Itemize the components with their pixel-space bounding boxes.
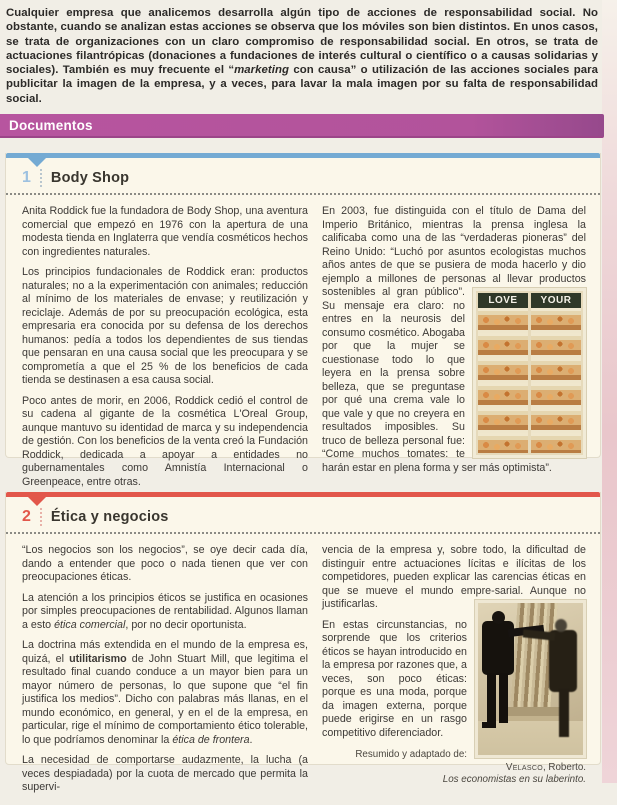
doc2-p3-text: La doctrina más extendida en el mundo de la empresa es, quizá, el [22, 639, 308, 665]
doc1-right-text-part1: En 2003, fue distinguida con el título de Dama del Imperio Británico, mientras la prensa inglesa la calificaba como una de las “verdaderas pioneras” del Reino Unido: “Luchó por asuntos ecologistas muchos años antes de que se pusiera de moda hacerlo y dio ejemplo a millones de personas al llevar [322, 205, 586, 285]
doc2-right-column [322, 544, 586, 795]
doc1-paragraph: Poco antes de morir, en 2006, Roddick cedió el control de su cadena al gigante de la cosmética L'Oreal Group, aunque mantuvo su identidad de marca y su independencia de gestión. Con los beneficios de la venta creó la Fundación Roddick, dedicada a apoyar a entidades no gubernamentales como Amnistía Internacional o Greenpeace, entre otras. [22, 394, 308, 488]
doc2-accent-triangle-icon [28, 497, 46, 506]
doc2-left-column [22, 544, 308, 795]
store-shelf-right [531, 293, 581, 453]
utilitarismo-bold: utilitarismo [69, 652, 127, 665]
doc1-paragraph: Anita Roddick fue la fundadora de Body Shop, una aventura comercial que empezó en 1976 con la apertura de una modesta tienda en Inglaterra que vendía cosméticos hechos con ingredientes naturales. [22, 205, 308, 258]
doc1-title: Body Shop [50, 170, 130, 186]
credit-line-source: Resumido y adaptado de: [355, 749, 467, 760]
shelf-products-right [531, 308, 581, 453]
figure-left-leg [487, 673, 496, 725]
document-box-body-shop [5, 153, 601, 488]
figure-left-head [492, 611, 505, 624]
section-banner-documentos [0, 114, 604, 138]
credit-line-author [322, 762, 586, 775]
intro-text-part2: con causa” o utilización de las acciones sociales para publicitar la imagen de la empresa, y a veces, para lavar la mala imagen por su falta de responsabilidad social. [6, 64, 598, 105]
shelf-products-left [478, 308, 528, 453]
doc2-right-text-part2: sarial. Aunque no justificarlas. [322, 584, 586, 610]
doc2-top-accent-bar [6, 492, 600, 497]
intro-paragraph [6, 6, 598, 106]
doc1-paragraph: Los principios fundacionales de Roddick eran: productos naturales; no a la experimentación con animales; reducción al mínimo de los materiales de envase; y reutilización y reciclaje. Además de por su preocupación ecológica, esta empresaria era conocida por su defensa de los derechos humanos: pedía a todos los dependientes de sus tiendas que pensaran en una causa social que les preocupara y se comprometía a que el 25 % de los beneficios de cada tienda se destinasen a esa causa social. [22, 266, 308, 386]
credit-author-surname: Velasco [505, 761, 543, 773]
intro-marketing-italic: marketing [234, 64, 289, 77]
doc2-title: Ética y negocios [50, 509, 169, 525]
doc2-right-paragraph2: En estas circunstancias, no sorprende que los criterios éticos se hayan introducido en la empresa por razones que, a veces, son poco éticas: porque es una moda, porque da imagen externa, porque puede erigirse en un rasgo competitivo diferenciador. [322, 618, 467, 739]
doc1-right-column [322, 205, 586, 489]
doc2-paragraph [22, 639, 308, 747]
store-shelf-left [478, 293, 528, 453]
your-sign: YOUR [531, 293, 581, 308]
body-shop-store-photo [473, 288, 586, 458]
doc2-paragraph: La necesidad de comportarse audazmente, la lucha (a veces despiadada) por la cuota de mercado que permita la supervi- [22, 754, 308, 793]
doc1-top-accent-bar [6, 153, 600, 158]
etica-comercial-italic: ética comercial [54, 618, 126, 631]
doc2-right-paragraph [322, 544, 586, 612]
doc1-right-paragraph [322, 205, 586, 475]
doc1-number: 1 [22, 169, 31, 186]
doc1-left-column [22, 205, 308, 489]
doc1-header [6, 153, 600, 191]
section-banner-label: Documentos [9, 118, 93, 133]
credit-work-title: Los economistas en su laberinto. [442, 774, 586, 785]
doc1-accent-triangle-icon [28, 158, 46, 167]
love-sign: LOVE [478, 293, 528, 308]
doc2-number: 2 [22, 508, 31, 525]
handshake-pillar-photo [475, 600, 586, 758]
document-box-etica-negocios [5, 492, 601, 793]
doc2-header-divider [40, 508, 42, 526]
doc1-columns [6, 195, 600, 499]
doc2-header [6, 492, 600, 530]
doc2-p2-text: La atención a los principios éticos se justifica en ocasiones por simples preocupaciones de rentabilidad. Algunos llaman a esto [22, 591, 308, 631]
figure-right-head [555, 619, 567, 632]
doc2-p3-text-mid: de John Stuart Mill, que legitima el resultado final cuando conduce a un mayor bien para un mayor número de personas, lo que supone que “el fin justifica los medios”. Dicho con palabras más llanas, en el mundo económico, en general, y en el de la empresa, en particular, rige el mínimo de comportamiento ético tolerable, lo que podríamos denominar la [22, 652, 308, 746]
doc1-right-text-part2: productos sostenibles al gran público”. Su mensaje era claro: no entres en la neurosis del consumo cosmético. Abogaba por que la mujer se cuestionase todo lo que leyera en la prensa sobre belleza, que se preguntase por qué una crema vale lo que vale y que no creyera en resultados imposibles. Su truco de belleza personal fue: “Come muchos tomates: te harán estar en plena forma y ser más optimista”. [322, 272, 586, 474]
doc2-columns [6, 534, 600, 805]
doc1-header-divider [40, 169, 42, 187]
doc2-p2-text-end: , por no decir oportunista. [125, 618, 247, 631]
intro-text-part1: Cualquier empresa que analicemos desarrolla algún tipo de acciones de responsabilidad social. No obstante, cuando se analizan estas acciones se observa que los móviles son bien distintos. En unos casos, se trata de organizaciones con un claro compromiso de responsabilidad social. En otros, se trata de actuaciones filantrópicas (donaciones a fundaciones de interés cultural o científico o a causas solidarias y sociales). También es muy frecuente el “ [6, 7, 598, 77]
credit-author-firstname: , Roberto. [542, 761, 586, 773]
figure-left-leg [499, 673, 508, 723]
doc2-p3-text-end: . [249, 733, 253, 746]
figure-left-foot [482, 722, 496, 728]
doc2-paragraph [22, 592, 308, 633]
doc2-right-text-part1: vencia de la empresa y, sobre todo, la dificultad de distinguir entre actuaciones lícitas e ilícitas de los competidores, pueden explicar las carencias éticas en que se mueve el mundo empre- [322, 544, 586, 597]
etica-de-frontera-italic: ética de frontera [172, 733, 250, 746]
figure-right-leg [559, 689, 569, 737]
scanned-page-edge [602, 0, 617, 783]
doc2-paragraph: “Los negocios son los negocios”, se oye decir cada día, dando a entender que poco o nada tienen que ver con preocupaciones éticas. [22, 544, 308, 583]
